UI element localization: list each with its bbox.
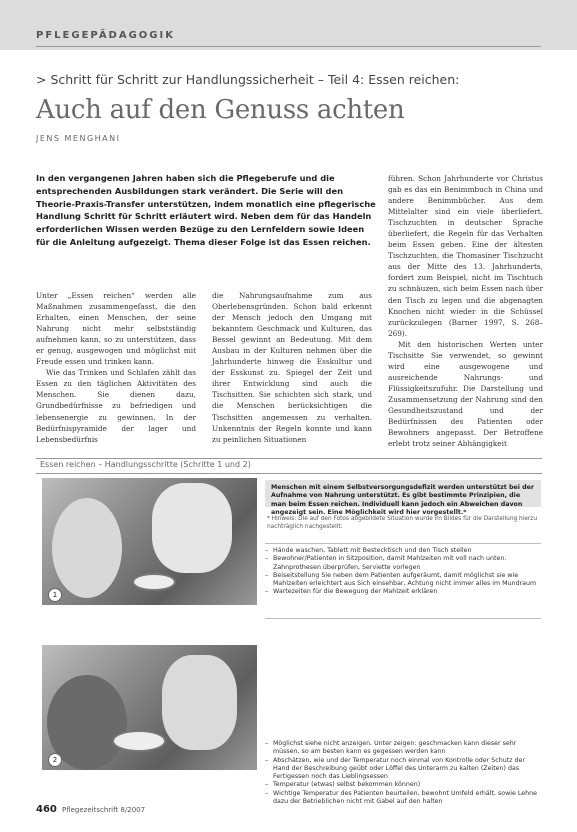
- body-paragraph: Mit den historischen Werten unter Tischsitte Sie verwendet, so gewinnt wird eine ausgewogene und ausreichende Nahrungs- und Flüssigkeitszufuhr. Die Darstellung und Zusammensetzung der Nahrung sind den Gesundheitszustand und der Bedürfnissen des Patienten oder Bewohners angepasst. Der Betroffene erlebt trotz seiner Abhängigkeit: [388, 339, 543, 449]
- header-band: [0, 0, 577, 50]
- body-paragraph: Wie das Trinken und Schlafen zählt das Essen zu den täglichen Aktivitäten des Menschen. Sie dienen dazu, Grundbedürfnisse zu befriedigen und lebensenergie zu gewinnen. In der Bedürfnispyramide der lager und Lebensbedürfnis: [36, 368, 196, 444]
- list-item: – Temperatur (etwas) selbst bekommen können): [265, 781, 541, 789]
- page-number: 460: [36, 804, 57, 815]
- list-item: – Hände waschen, Tablett mit Bestecktisch und den Tisch stellen: [265, 547, 541, 555]
- photo-number: 1: [48, 588, 62, 602]
- header-divider: [36, 46, 541, 47]
- step-2-list: [265, 740, 541, 806]
- infobox-footnote: * Hinweis: Die auf den Fotos abgebildete Situation wurde im Bildes für die Darstellung hierzu nachträglich nachgestellt.: [267, 516, 538, 530]
- photo-step-1: [42, 478, 257, 605]
- photo-plate-shape: [112, 730, 166, 752]
- photo-plate-shape: [132, 573, 176, 591]
- photo-step-2: [42, 645, 257, 770]
- journal-reference: Pflegezeitschrift 8/2007: [62, 806, 146, 814]
- section-label: PFLEGEPÄDAGOGIK: [36, 30, 175, 41]
- body-column-3: [388, 173, 543, 449]
- body-paragraph: die Nahrungsaufnahme zum aus Oberlebensgründen. Schon bald erkennt der Mensch jedoch den Umgang mit bekanntem Geschmack und Kulturen, das Bessel gewinnt an Bedeutung. Mit dem Ausbau in der Kulturen nehmen über die Jahrhunderte hinweg die Esskultur und der Esskunst zu. Spiegel der Zeit und ihrer Entwicklung sind auch die Tischsitten. Sie schichten sich stark, und die Menschen berücksichtigen die Tischsitten angemessen zu verhalten. Unkenntnis der Regeln konnte und kann zu peinlichen Situationen: [212, 291, 372, 444]
- article-author: JENS MENGHANI: [36, 134, 121, 143]
- infobox-intro: Menschen mit einem Selbstversorgungsdefizit werden unterstützt bei der Aufnahme von Nahrung unterstützt. Es gibt bestimmte Prinzipien, die man beim Essen reichen. Individuell kann jedoch ein Abweichen davon angezeigt sein. Eine Möglichkeit wird hier vorgestellt.*: [265, 480, 541, 507]
- photo-patient-shape: [162, 655, 237, 750]
- list-item: – Möglichst siehe nicht anzeigen. Unter zeigen: geschmacken kann dieser sehr müssen, so am besten kann es gegessen werden kann: [265, 740, 541, 757]
- body-column-1: [36, 290, 196, 445]
- photo-number: 2: [48, 753, 62, 767]
- list-item: – Wartezeiten für die Bewegung der Mahlzeit erklären: [265, 588, 541, 596]
- body-paragraph: führen. Schon Jahrhunderte vor Christus gab es das ein Benimmbuch in China und andere Benimmbücher. Aus dem Mittelalter sind ein viele überliefert. Tischzuchten in deutscher Sprache überliefert, die Regeln für das Verhalten beim Essen geben. Eine der ältesten Tischzuchten, die Thomasiner Tischzucht aus der Mitte des 13. Jahrhunderts, fordert zum Beispiel, nicht im Tischtuch zu schnäuzen, sich beim Essen nach über den Tisch zu legen und die abgenagten Knochen nicht wieder in die Schüssel zurückzulegen (Barner 1997, S. 268–269).: [388, 174, 543, 338]
- list-item: – Wichtige Temperatur des Patienten beurteilen, bewohnt Umfeld erhält, sowie Lehne dazu der Betrieblichen nicht mit Gabel auf den halten: [265, 790, 541, 807]
- photo-patient-shape: [152, 483, 232, 573]
- infobox-title: Essen reichen – Handlungsschritte (Schritte 1 und 2): [40, 460, 251, 469]
- article-lead: In den vergangenen Jahren haben sich die Pflegeberufe und die entsprechenden Ausbildungen stark verändert. Die Serie will den Theorie-Praxis-Transfer unterstützen, indem monatlich eine pflegerische Handlung Schritt für Schritt erläutert wird. Neben dem für das Handeln erforderlichen Wissen werden Bezüge zu den Lernfeldern sowie Ideen für die Anleitung aufgezeigt. Thema dieser Folge ist das Essen reichen.: [36, 173, 376, 247]
- infobox-divider: [265, 618, 541, 619]
- article-kicker: > Schritt für Schritt zur Handlungssicherheit – Teil 4: Essen reichen:: [36, 72, 460, 87]
- article-title: Auch auf den Genuss achten: [36, 95, 405, 125]
- step-1-list: [265, 547, 541, 597]
- list-item: – Abschätzen, wie und der Temperatur noch einmal von Kontrolle oder Schutz der Hand der Beschreibung geübt oder Löffel des Unterarm zu kalten (Zeiten) das Fertigessen noch das Lieblingsessen: [265, 757, 541, 782]
- photo-caregiver-shape: [52, 498, 122, 598]
- list-item: – Bewohner/Patienten in Sitzposition, damit Mahlzeiten mit voll nach unten. Zahnprothesen überprüfen, Serviette vorlegen: [265, 555, 541, 572]
- list-item: – Beiseitstellung Sie neben dem Patienten aufgeräumt, damit möglichst sie wie Mahlzeiten erleichtert aus Sich einsehbar, Achtung nicht immer alles im Mundraum: [265, 572, 541, 589]
- body-column-2: [212, 290, 372, 445]
- body-paragraph: Unter „Essen reichen“ werden alle Maßnahmen zusammengefasst, die den Erhalten, einen Menschen, der seine Nahrung nicht mehr selbstständig aufnehmen kann, so zu unterstützen, dass er genug, ausgewogen und möglichst mit Freude essen und trinken kann.: [36, 291, 196, 367]
- infobox-divider: [265, 543, 541, 544]
